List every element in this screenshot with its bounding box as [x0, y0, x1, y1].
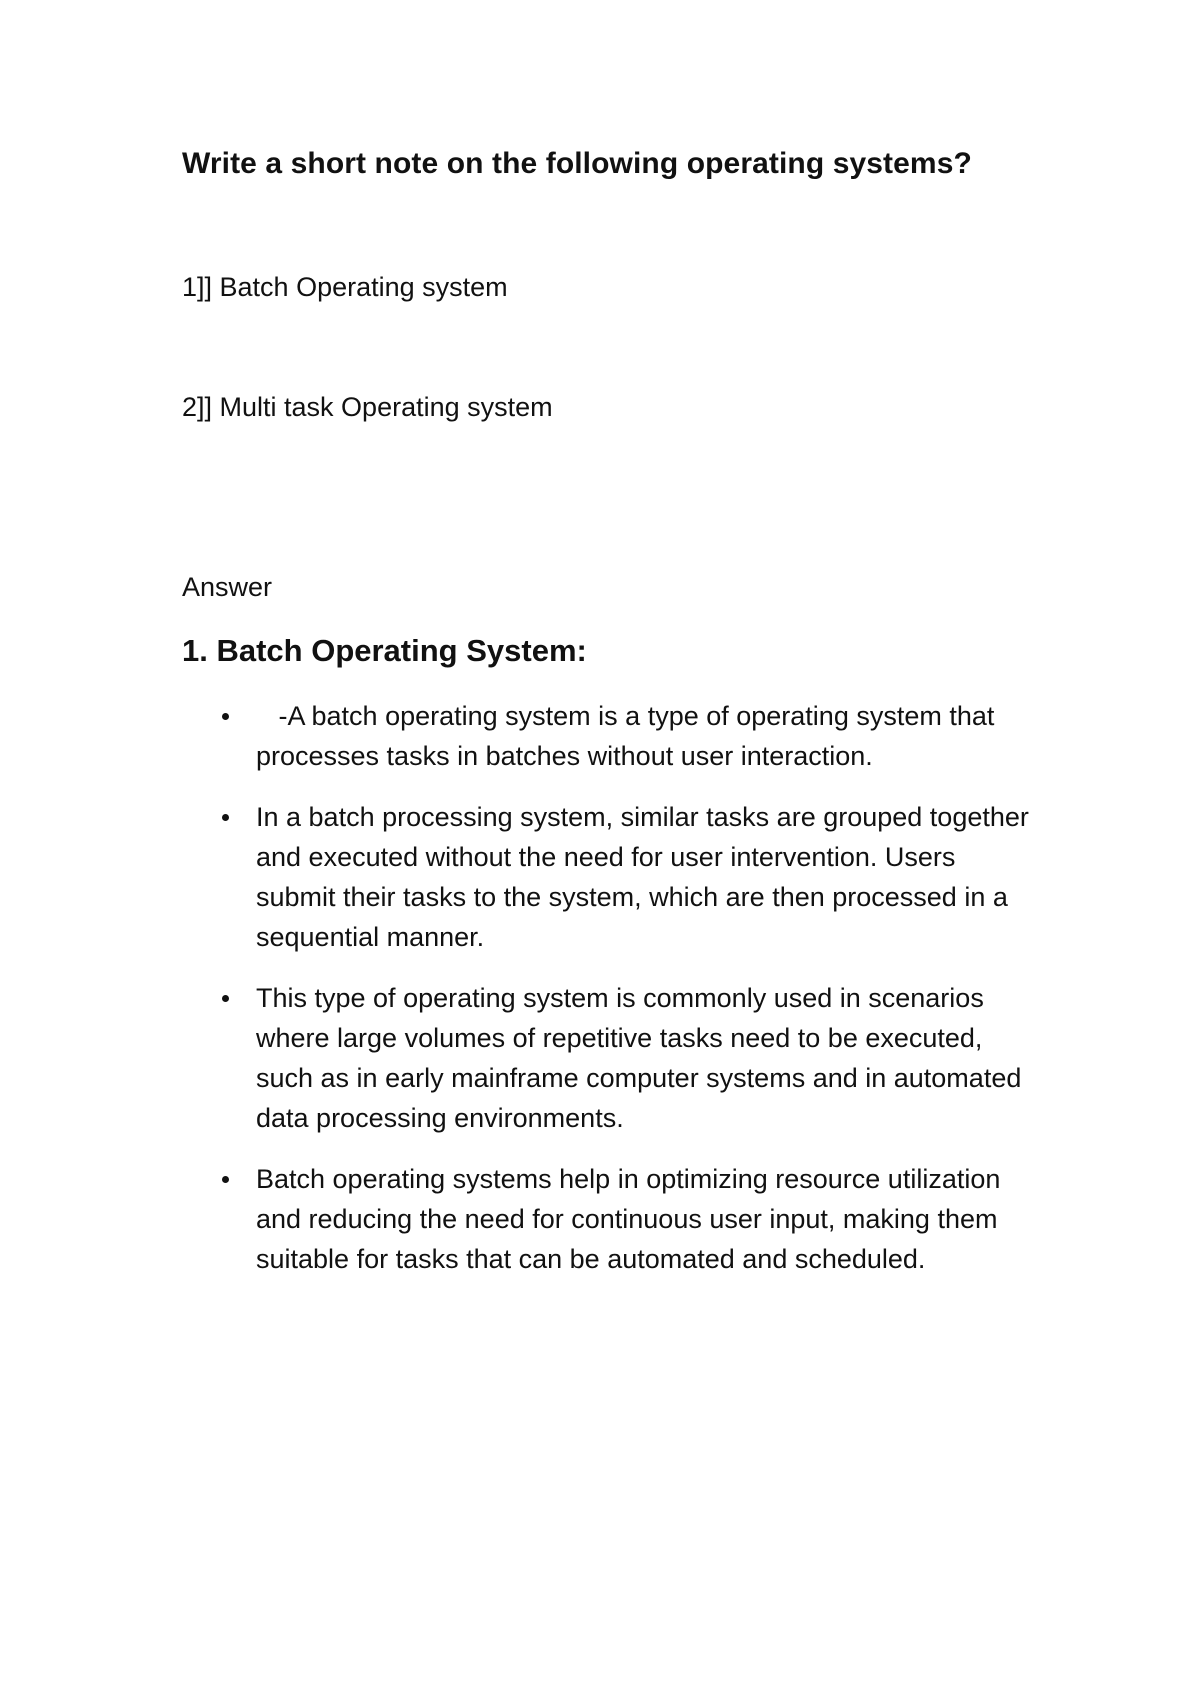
question-item-batch: 1]] Batch Operating system	[182, 272, 508, 302]
bullet-icon	[222, 1176, 229, 1183]
question-title: Write a short note on the following operating systems?	[182, 147, 972, 180]
answer-bullet-list	[210, 696, 1030, 1300]
list-item	[210, 978, 1030, 1138]
question-item-multitask: 2]] Multi task Operating system	[182, 392, 553, 422]
bullet-text: In a batch processing system, similar tasks are grouped together and executed without the need for user intervention. Users submit their tasks to the system, which are then processed in a sequential manner.	[256, 802, 1029, 952]
list-item	[210, 696, 1030, 776]
bullet-icon	[222, 814, 229, 821]
answer-label: Answer	[182, 572, 273, 602]
bullet-text: This type of operating system is commonly used in scenarios where large volumes of repetitive tasks need to be executed, such as in early mainframe computer systems and in automated data processing environments.	[256, 983, 1022, 1133]
list-item	[210, 1159, 1030, 1279]
bullet-text: Batch operating systems help in optimizing resource utilization and reducing the need for continuous user input, making them suitable for tasks that can be automated and scheduled.	[256, 1164, 1001, 1274]
section-heading-batch-os: 1. Batch Operating System:	[182, 633, 587, 668]
list-item	[210, 797, 1030, 957]
bullet-icon	[222, 995, 229, 1002]
bullet-text: -A batch operating system is a type of operating system that processes tasks in batches without user interaction.	[256, 701, 1002, 771]
bullet-icon	[222, 713, 229, 720]
